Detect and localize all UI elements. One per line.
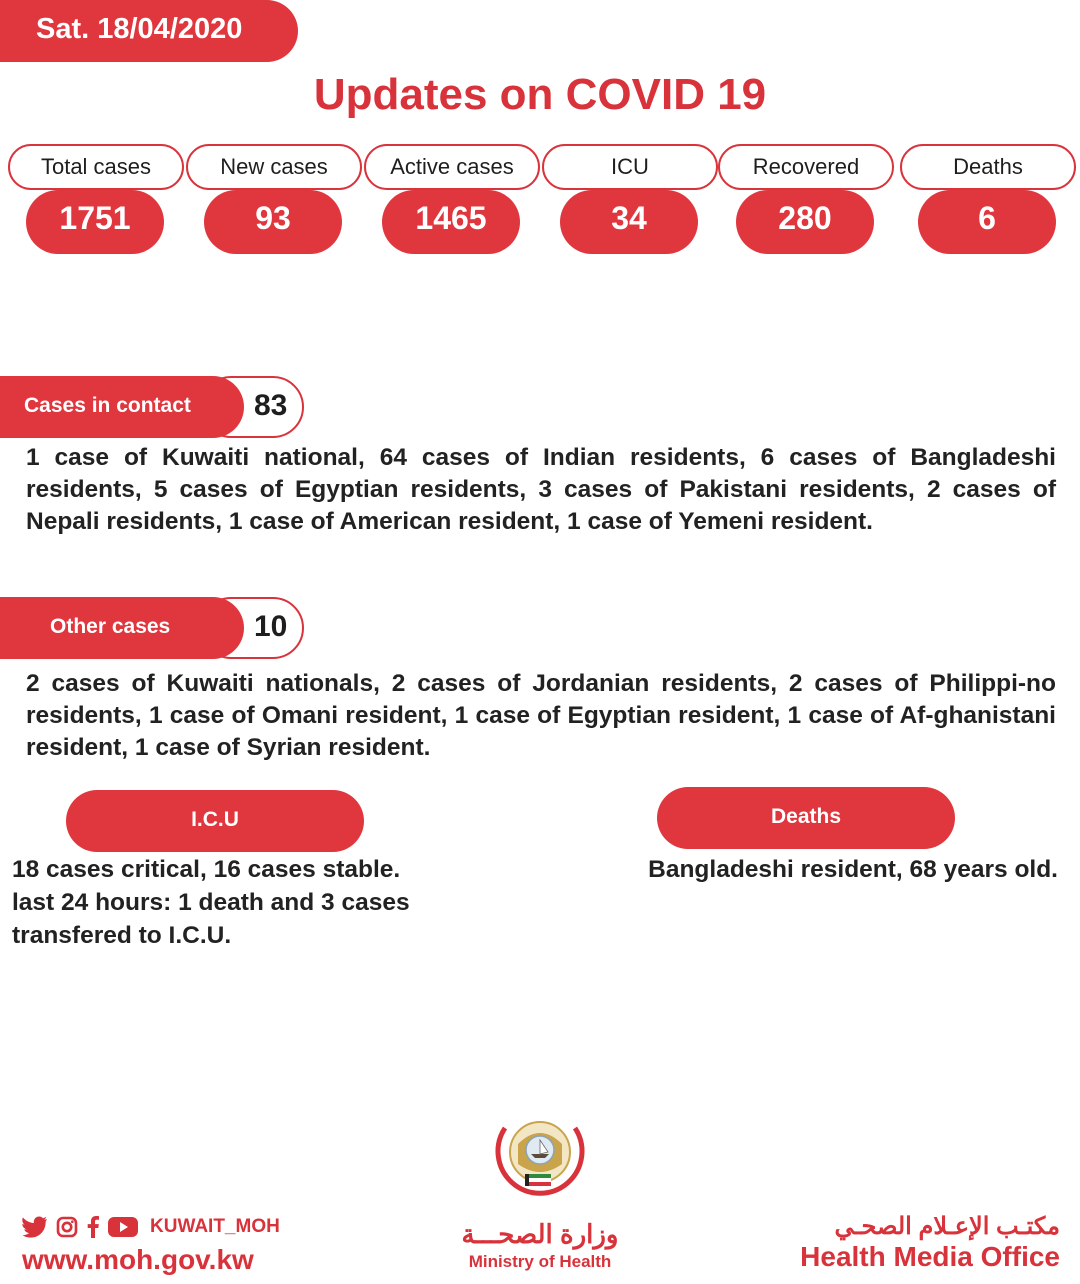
stat-deaths: [900, 144, 1076, 256]
instagram-icon[interactable]: [56, 1216, 78, 1238]
twitter-icon[interactable]: [22, 1216, 48, 1238]
stat-icu: [542, 144, 718, 256]
youtube-icon[interactable]: [108, 1216, 138, 1238]
icu-line: last 24 hours: 1 death and 3 cases: [12, 889, 410, 916]
cases-in-contact-text: 1 case of Kuwaiti national, 64 cases of Indian residents, 6 cases of Bangladeshi residents, 5 cases of Egyptian residents, 3 cases of Pakistani residents, 2 cases of Nepali residents, 1 case of American resident, 1 case of Yemeni resident.: [26, 444, 1056, 535]
stat-label: ICU: [542, 144, 718, 190]
stat-label: Active cases: [364, 144, 540, 190]
other-cases-text: 2 cases of Kuwaiti nationals, 2 cases of Jordanian residents, 2 cases of Philippi-no residents, 1 case of Omani resident, 1 case of Egyptian resident, 1 case of Af-ghanistani resident, 1 case of Syrian resident.: [26, 670, 1056, 761]
stat-value: 6: [918, 190, 1056, 254]
ministry-logo-block: [440, 1108, 640, 1272]
cases-in-contact-header: [0, 376, 304, 438]
footer-contact: [22, 1212, 280, 1276]
stat-label: New cases: [186, 144, 362, 190]
stat-total-cases: [8, 144, 184, 256]
stat-value: 1465: [382, 190, 520, 254]
facebook-icon[interactable]: [86, 1216, 100, 1238]
other-cases-header: [0, 597, 304, 659]
stat-active-cases: [364, 144, 540, 256]
deaths-header: Deaths: [657, 787, 955, 849]
stat-new-cases: [186, 144, 362, 256]
stat-value: 34: [560, 190, 698, 254]
stat-label: Deaths: [900, 144, 1076, 190]
ministry-name-english: Ministry of Health: [468, 1252, 612, 1271]
office-name-english: Health Media Office: [800, 1241, 1060, 1272]
social-handle[interactable]: KUWAIT_MOH: [150, 1216, 280, 1237]
stat-value: 93: [204, 190, 342, 254]
section-count: 10: [200, 597, 304, 659]
social-links: [22, 1212, 280, 1242]
icu-header: I.C.U: [66, 790, 364, 852]
stat-value: 280: [736, 190, 874, 254]
icu-line: 18 cases critical, 16 cases stable.: [12, 856, 401, 883]
website-link[interactable]: www.moh.gov.kw: [22, 1244, 254, 1275]
office-name-arabic: مكتـب الإعـلام الصحـي: [834, 1213, 1060, 1240]
stat-recovered: [718, 144, 894, 256]
page-title: Updates on COVID 19: [313, 70, 767, 119]
section-label: Cases in contact: [0, 376, 244, 438]
stat-label: Total cases: [8, 144, 184, 190]
ministry-name-arabic: وزارة الصحـــة: [461, 1219, 619, 1249]
date-badge: Sat. 18/04/2020: [0, 0, 298, 62]
icu-details: [12, 853, 410, 952]
stat-value: 1751: [26, 190, 164, 254]
section-count: 83: [200, 376, 304, 438]
stat-label: Recovered: [718, 144, 894, 190]
kuwait-emblem-icon: [485, 1108, 595, 1208]
health-media-office: [800, 1212, 1060, 1273]
deaths-details: Bangladeshi resident, 68 years old.: [648, 856, 1058, 883]
icu-line: transfered to I.C.U.: [12, 922, 232, 949]
section-label: Other cases: [0, 597, 244, 659]
